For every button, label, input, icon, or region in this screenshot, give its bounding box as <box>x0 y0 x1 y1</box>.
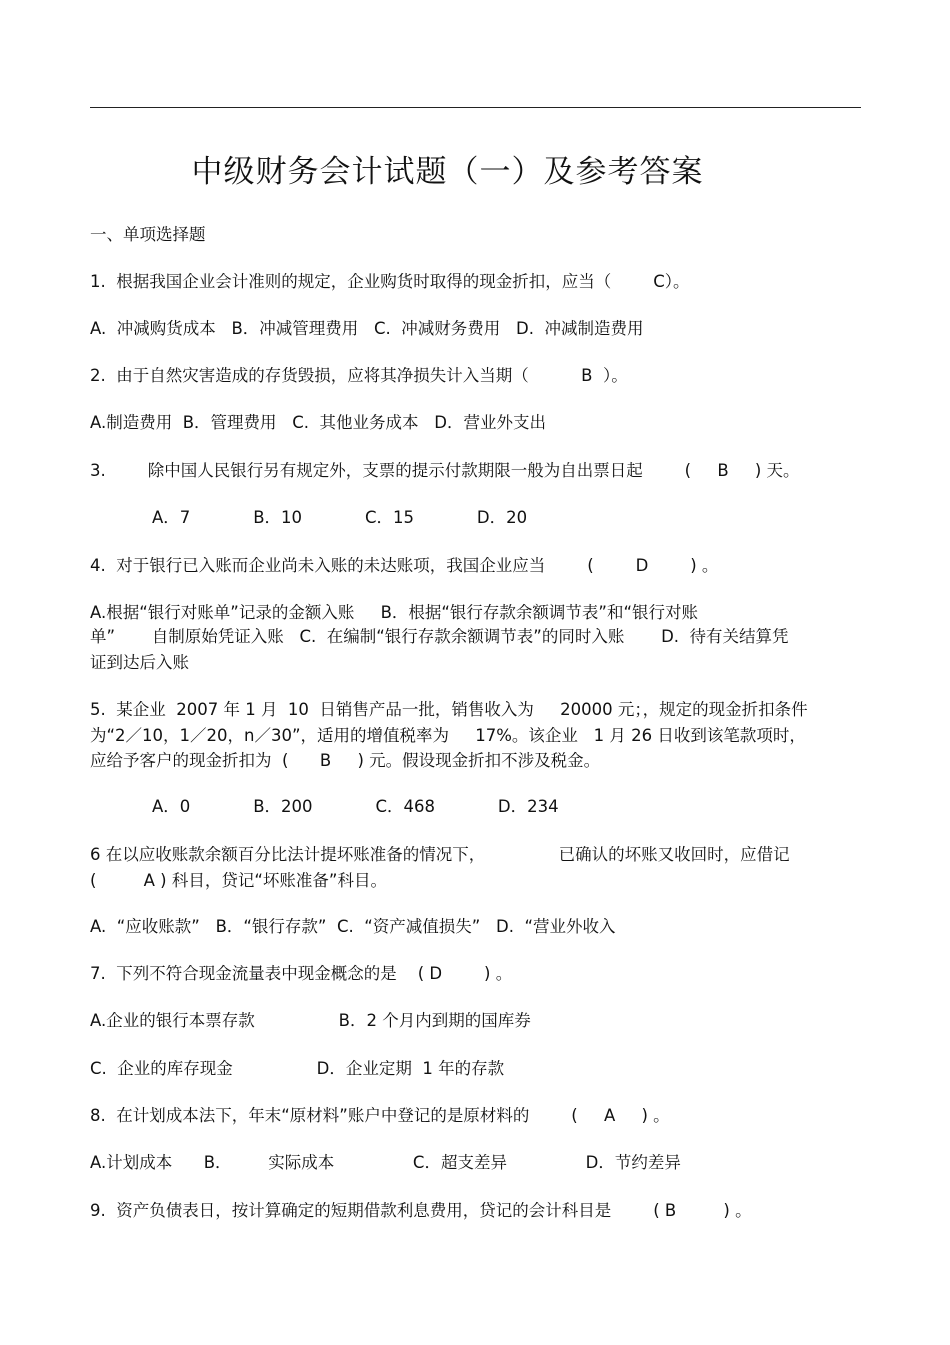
question-8-options: A.计划成本 B． 实际成本 C．超支差异 D．节约差异 <box>90 1153 681 1172</box>
question-6-line-2: ( A ) 科目，贷记“坏账准备”科目。 <box>90 871 387 890</box>
question-7: 7. 下列不符合现金流量表中现金概念的是 ( D ) 。 <box>90 964 513 983</box>
question-3: 3. 除中国人民银行另有规定外，支票的提示付款期限一般为自出票日起 ( B ) 天。 <box>90 461 800 480</box>
question-9: 9. 资产负债表日，按计算确定的短期借款利息费用，贷记的会计科目是 ( B ) 。 <box>90 1201 752 1220</box>
document-title: 中级财务会计试题（一）及参考答案 <box>191 154 704 190</box>
question-5-line-2: 为“2／10，1／20，n／30”，适用的增值税率为 17%。该企业 1 月 26 日收到该笔款项时， <box>90 726 806 745</box>
question-6-options: A. “应收账款” B．“银行存款” C. “资产减值损失” D. “营业外收入 <box>90 917 616 936</box>
question-7-options-line-2: C. 企业的库存现金 D．企业定期 1 年的存款 <box>90 1059 505 1078</box>
question-8: 8. 在计划成本法下，年末“原材料”账户中登记的是原材料的 ( A ) 。 <box>90 1106 670 1125</box>
question-4-options-line-1: A.根据“银行对账单”记录的金额入账 B．根据“银行存款余额调节表”和“银行对账 <box>90 603 699 622</box>
question-2: 2. 由于自然灾害造成的存货毁损，应将其净损失计入当期（ B ）。 <box>90 366 628 385</box>
question-3-options: A．7 B．10 C．15 D．20 <box>152 508 528 527</box>
question-1-options: A. 冲减购货成本 B．冲减管理费用 C. 冲减财务费用 D. 冲减制造费用 <box>90 319 644 338</box>
question-7-options-line-1: A.企业的银行本票存款 B．2 个月内到期的国库券 <box>90 1011 531 1030</box>
header-rule <box>90 107 861 108</box>
question-6-line-1: 6 在以应收账款余额百分比法计提坏账准备的情况下， 已确认的坏账又收回时，应借记 <box>90 845 790 864</box>
question-5-line-3: 应给予客户的现金折扣为 ( B ) 元。假设现金折扣不涉及税金。 <box>90 751 601 770</box>
question-5-line-1: 5. 某企业 2007 年 1 月 10 日销售产品一批，销售收入为 20000 元；，规定的现金折扣条件 <box>90 700 808 719</box>
question-2-options: A.制造费用 B．管理费用 C. 其他业务成本 D．营业外支出 <box>90 413 546 432</box>
question-5-options: A．0 B．200 C．468 D．234 <box>152 797 559 816</box>
question-4: 4. 对于银行已入账而企业尚未入账的未达账项，我国企业应当 ( D ) 。 <box>90 556 719 575</box>
question-1: 1. 根据我国企业会计准则的规定，企业购货时取得的现金折扣，应当（ C）。 <box>90 272 690 291</box>
question-4-options-line-2: 单” 自制原始凭证入账 C. 在编制“银行存款余额调节表”的同时入账 D. 待有关结算凭 <box>90 627 789 646</box>
question-4-options-line-3: 证到达后入账 <box>90 653 189 672</box>
section-heading: 一、单项选择题 <box>90 225 206 244</box>
